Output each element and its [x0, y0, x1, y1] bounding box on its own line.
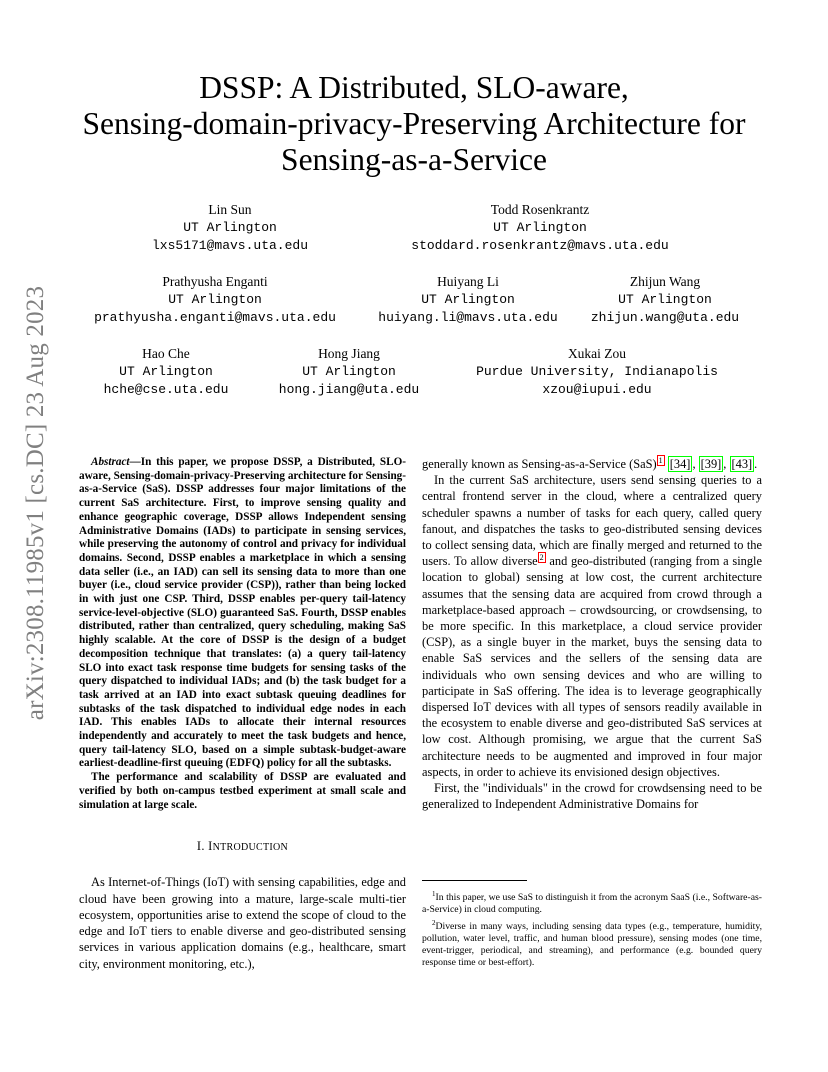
- author-block: [591, 273, 739, 327]
- author-block: [94, 273, 336, 327]
- author-name: Prathyusha Enganti: [162, 274, 268, 289]
- intro-continuation: [422, 456, 762, 472]
- body-text: In the current SaS architecture, users send sensing queries to a central frontend server in the cloud, where a centralized query scheduler spawns a number of tasks for each query, called query fanout, and dispatches the tasks to geo-distributed sensing devices to collect sensing data, which are finally merged and returned to the users. To allow diverse: [422, 473, 762, 569]
- author-email: lxs5171@mavs.uta.edu: [151, 238, 309, 253]
- footnote-text: Diverse in many ways, including sensing data types (e.g., temperature, humidity, pollution, water level, traffic, and human blood pressure), sensing modes (one time, event-trigger, periodical, and streaming), and performance (e.g. bounded query response time or best-effort).: [422, 920, 762, 969]
- footnote-ref-1[interactable]: 1: [658, 455, 663, 465]
- arxiv-stamp: [22, 280, 50, 725]
- footnote-ref-2[interactable]: 2: [539, 553, 544, 563]
- footnote-1: [422, 888, 762, 917]
- citation-link[interactable]: [39]: [700, 457, 722, 471]
- section-heading: [79, 838, 406, 856]
- section-number: I.: [196, 839, 205, 854]
- footnote-text: In this paper, we use SaS to distinguish it from the acronym SaaS (i.e., Software-as-a-Service) in cloud computing.: [422, 892, 762, 916]
- abstract-paragraph-2: The performance and scalability of DSSP are evaluated and verified by both on-campus testbed experiment at small scale and simulation at large scale.: [79, 771, 406, 811]
- author-block: [476, 345, 718, 399]
- author-block: [279, 345, 419, 399]
- citation-separator: ,: [692, 457, 699, 471]
- section-title-initial: I: [208, 839, 213, 854]
- author-email: hong.jiang@uta.edu: [278, 382, 420, 397]
- sentence-end: .: [754, 457, 758, 471]
- footnote-mark: 2: [432, 918, 436, 927]
- author-affiliation: UT Arlington: [119, 364, 213, 379]
- right-column: [422, 456, 762, 812]
- abstract: [79, 456, 406, 771]
- author-email: prathyusha.enganti@mavs.uta.edu: [94, 310, 336, 325]
- author-name: Hong Jiang: [318, 346, 380, 361]
- author-affiliation: UT Arlington: [183, 220, 277, 235]
- author-block: [152, 201, 308, 255]
- author-block: [104, 345, 229, 399]
- author-email: zhijun.wang@uta.edu: [590, 310, 740, 325]
- citation-link[interactable]: [43]: [731, 457, 753, 471]
- title-line-2: Sensing-domain-privacy-Preserving Architecture for: [82, 106, 746, 141]
- author-email: xzou@iupui.edu: [542, 382, 652, 397]
- author-name: Xukai Zou: [567, 346, 627, 361]
- abstract-text: In this paper, we propose DSSP, a Distributed, SLO-aware, Sensing-domain-privacy-Preserving architecture for Sensing-as-a-Service (SaS). DSSP addresses four major limitations of the current SaS architecture. First, to improve sensing quality and enhance geographic coverage, DSSP allows Independent sensing Administrative Domains (IADs) to participate in sensing services, while preserving the autonomy of control and privacy for individual domains. Second, DSSP enables a marketplace in which a sensing data seller (i.e., an IAD) can sell its sensing data to more than one buyer (i.e., cloud service provider (CSP)), rather than being locked in with just one CSP. Third, DSSP enables per-query tail-latency service-level-objective (SLO) guaranteed SaS. Fourth, DSSP enables distributed, rather than centralized, query scheduling, making SaS highly scalable. At the core of DSSP is the design of a budget decomposition technique that translates: (a) a query tail-latency SLO into exact task response time budgets for sensing tasks of the query dispatched to individual IADs; and (b) the task budget for a task arrived at an IAD into exact subtask queuing deadlines for subtasks of the task dispatched to individual edge nodes in each IAD. This enables IADs to allocate their internal resources independently and accurately to meet the task budgets and hence, query tail-latency SLO, based on a simple subtask-budget-aware earliest-deadline-first queuing (EDFQ) policy for all the subtasks.: [79, 456, 406, 770]
- abstract-label: Abstract: [91, 456, 130, 468]
- author-block: [411, 201, 668, 255]
- intro-paragraph: As Internet-of-Things (IoT) with sensing capabilities, edge and cloud have been growing into a mature, large-scale multi-tier ecosystem, opportunities arise to extend the scope of cloud to the edge and IoT tiers to enable diverse and geo-distributed sensing services in various application domains (e.g., healthcare, smart city, environment monitoring, etc.),: [79, 875, 406, 971]
- section-title-rest: NTRODUCTION: [212, 842, 289, 854]
- author-affiliation: UT Arlington: [302, 364, 396, 379]
- author-block: [378, 273, 557, 327]
- author-name: Lin Sun: [208, 202, 252, 217]
- author-name: Todd Rosenkrantz: [490, 202, 590, 217]
- author-name: Zhijun Wang: [629, 274, 701, 289]
- abstract-dash: —: [129, 456, 141, 468]
- author-name: Hao Che: [142, 346, 190, 361]
- title-line-1: DSSP: A Distributed, SLO-aware,: [199, 70, 629, 105]
- citation-separator: ,: [723, 457, 730, 471]
- author-email: stoddard.rosenkrantz@mavs.uta.edu: [411, 238, 669, 253]
- author-email: huiyang.li@mavs.uta.edu: [378, 310, 558, 325]
- author-name: Huiyang Li: [437, 274, 499, 289]
- left-column: [79, 456, 406, 972]
- author-affiliation: UT Arlington: [618, 292, 712, 307]
- title-line-3: Sensing-as-a-Service: [281, 142, 547, 177]
- footnote-2: [422, 917, 762, 970]
- body-paragraph: First, the "individuals" in the crowd for crowdsensing need to be generalized to Independent Administrative Domains for: [422, 781, 762, 812]
- author-affiliation: UT Arlington: [421, 292, 515, 307]
- paper-title: [40, 70, 788, 178]
- arxiv-stamp-text: arXiv:2308.11985v1 [cs.DC] 23 Aug 2023: [22, 285, 49, 720]
- body-paragraph: [422, 472, 762, 780]
- footnotes: [422, 880, 762, 970]
- intro-continuation-text: generally known as Sensing-as-a-Service (SaS): [422, 457, 657, 471]
- author-affiliation: UT Arlington: [168, 292, 262, 307]
- citation-link[interactable]: [34]: [669, 457, 691, 471]
- author-email: hche@cse.uta.edu: [103, 382, 229, 397]
- footnote-mark: 1: [432, 890, 436, 898]
- author-affiliation: Purdue University, Indianapolis: [476, 364, 718, 379]
- body-text: and geo-distributed (ranging from a single location to global) sensing at low cost, the current architecture assumes that the sensing data are acquired from crowd through a marketplace-based approach – crowdsourcing, or crowdsensing, to be more specific. In this marketplace, a cloud service provider (CSP), as a single buyer in the market, buys the sensing data to enable SaS services and the sellers of the sensing data are individuals who own sensing devices and who are willing to participate in SaS offering. The idea is to leverage geographically dispersed IoT devices with all types of sensors readily available in the ecosystem to enable diverse and geo-distributed SaS services at low cost. Although promising, we argue that the current SaS architecture needs to be augmented and improved in four major aspects, in order to achieve its envisioned design objectives.: [422, 554, 762, 779]
- author-affiliation: UT Arlington: [493, 220, 587, 235]
